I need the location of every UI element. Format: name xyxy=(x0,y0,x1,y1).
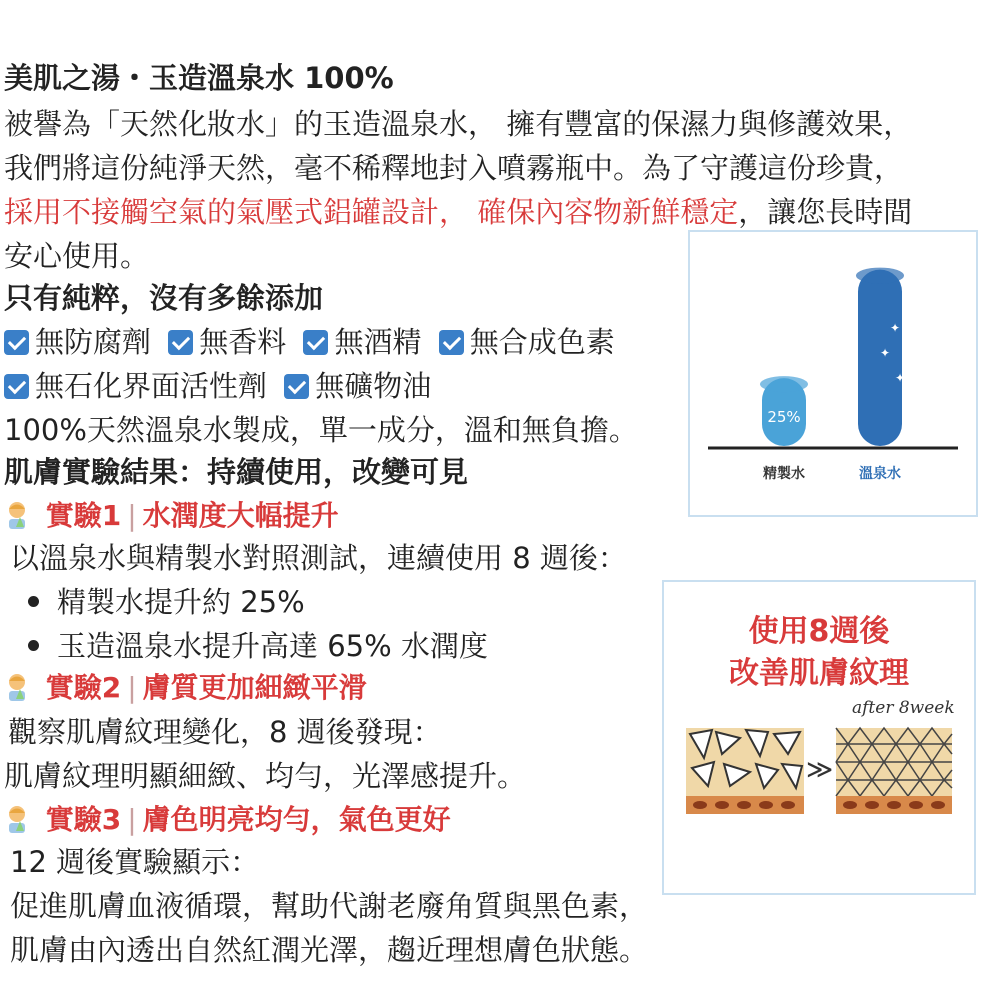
sparkle-icon: ✦ xyxy=(890,321,901,335)
bullet-icon xyxy=(28,640,39,651)
pure-note: 100%天然溫泉水製成，單一成分，溫和無負擔。 xyxy=(4,413,638,447)
exp2-label: 實驗2 xyxy=(45,671,122,704)
list-item xyxy=(4,624,488,668)
texture-card-title-1: 使用8週後 xyxy=(748,614,890,649)
exp3-header xyxy=(4,798,451,842)
exp1-header xyxy=(4,494,339,538)
bar-foam-2 xyxy=(856,268,904,284)
sparkle-icon: ✦ xyxy=(895,371,906,385)
intro-line-1: 被譽為「天然化妝水」的玉造溫泉水， 擁有豐富的保濕力與修護效果， xyxy=(4,107,913,141)
checkbox-icon xyxy=(284,374,309,399)
divider: | xyxy=(127,671,137,704)
checkbox-icon xyxy=(439,330,464,355)
check-label: 無香料 xyxy=(199,325,287,359)
checks-row-2 xyxy=(4,364,439,408)
checkbox-icon xyxy=(303,330,328,355)
page-title: 美肌之湯・玉造溫泉水 100% xyxy=(4,61,394,95)
bullet-icon xyxy=(28,596,39,607)
texture-card xyxy=(662,580,976,895)
check-label: 無合成色素 xyxy=(469,325,615,359)
hydration-chart-card xyxy=(688,230,978,517)
exp2-title: 膚質更加細緻平滑 xyxy=(142,671,367,704)
intro-line-4: 安心使用。 xyxy=(4,239,150,273)
before-texture-icon xyxy=(686,728,804,814)
check-item xyxy=(4,369,267,403)
exp3-desc-2: 促進肌膚血液循環，幫助代謝老廢角質與黑色素， xyxy=(10,889,649,923)
check-item xyxy=(168,325,286,359)
intro-line-3-rest: ，讓您長時間 xyxy=(738,195,913,229)
results-title: 肌膚實驗結果：持續使用，改變可見 xyxy=(4,455,469,489)
intro-line-3 xyxy=(4,190,912,234)
list-item xyxy=(4,580,305,624)
scientist-icon xyxy=(4,672,30,702)
exp3-title: 膚色明亮均勻，氣色更好 xyxy=(142,803,451,836)
check-item xyxy=(284,369,431,403)
texture-card-title-2: 改善肌膚紋理 xyxy=(729,656,909,691)
intro-line-2: 我們將這份純淨天然，毫不稀釋地封入噴霧瓶中。為了守護這份珍貴， xyxy=(4,151,904,185)
check-item xyxy=(439,325,615,359)
exp3-label: 實驗3 xyxy=(45,803,122,836)
list-item-text: 玉造溫泉水提升高達 65% 水潤度 xyxy=(57,629,488,663)
sparkle-icon: ✦ xyxy=(880,346,891,360)
checks-row-1 xyxy=(4,320,623,364)
data-label-1: 25% xyxy=(767,408,801,427)
exp2-desc-1: 觀察肌膚紋理變化，8 週後發現： xyxy=(8,715,442,749)
scientist-icon xyxy=(4,500,30,530)
exp1-desc: 以溫泉水與精製水對照測試，連續使用 8 週後： xyxy=(10,541,627,575)
exp1-title: 水潤度大幅提升 xyxy=(142,499,339,532)
bar-foam-1 xyxy=(760,376,808,392)
intro-highlight: 採用不接觸空氣的氣壓式鋁罐設計， 確保內容物新鮮穩定 xyxy=(4,195,739,229)
divider: | xyxy=(127,499,137,532)
check-item xyxy=(4,325,151,359)
exp2-header xyxy=(4,666,367,710)
divider: | xyxy=(127,803,137,836)
scientist-icon xyxy=(4,804,30,834)
exp1-label: 實驗1 xyxy=(45,499,122,532)
check-label: 無防腐劑 xyxy=(35,325,152,359)
checkbox-icon xyxy=(4,330,29,355)
check-label: 無礦物油 xyxy=(315,369,432,403)
arrow-icon: ≫ xyxy=(806,755,834,785)
category-label-2: 溫泉水 xyxy=(859,466,901,482)
after-texture-icon xyxy=(836,728,952,814)
after-label: after 8week xyxy=(852,698,955,718)
check-label: 無石化界面活性劑 xyxy=(35,369,268,403)
list-item-text: 精製水提升約 25% xyxy=(57,585,305,619)
category-label-1: 精製水 xyxy=(763,466,805,482)
checkbox-icon xyxy=(168,330,193,355)
exp3-desc-3: 肌膚由內透出自然紅潤光澤，趨近理想膚色狀態。 xyxy=(10,933,649,967)
check-item xyxy=(303,325,421,359)
check-label: 無酒精 xyxy=(334,325,422,359)
exp2-desc-2: 肌膚紋理明顯細緻、均勻，光澤感提升。 xyxy=(4,759,527,793)
pure-title: 只有純粹，沒有多餘添加 xyxy=(4,281,324,315)
skin-texture-illustration xyxy=(664,582,974,893)
exp3-desc-1: 12 週後實驗顯示： xyxy=(10,845,260,879)
hydration-bar-chart xyxy=(690,232,976,515)
checkbox-icon xyxy=(4,374,29,399)
